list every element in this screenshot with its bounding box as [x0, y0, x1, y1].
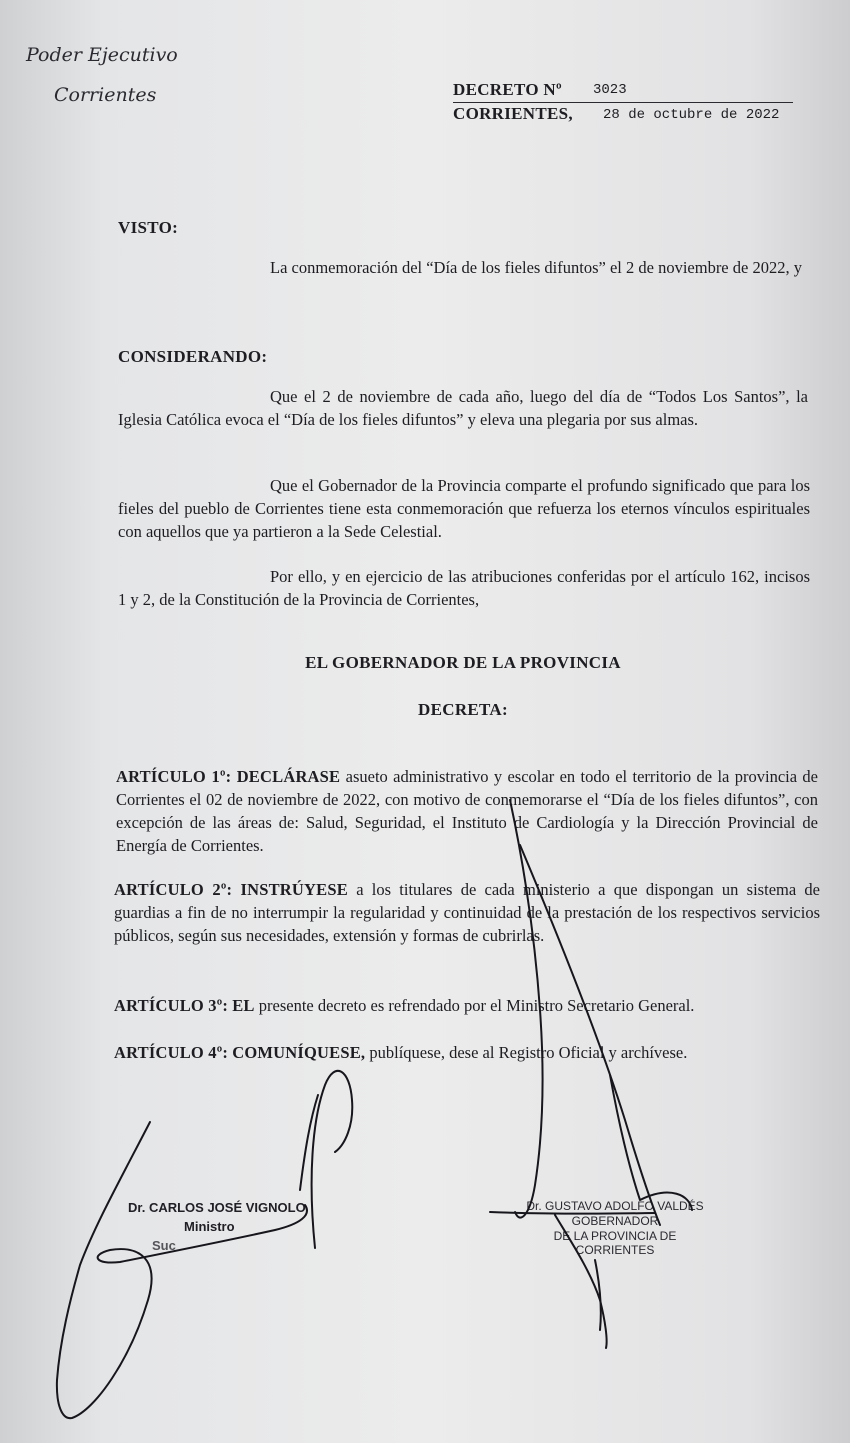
left-signer-name: Dr. CARLOS JOSÉ VIGNOLO: [128, 1200, 306, 1215]
article-3-text: presente decreto es refrendado por el Ministro Secretario General.: [258, 996, 695, 1015]
left-signer-title: Ministro: [184, 1219, 235, 1234]
article-3: [114, 994, 820, 1017]
article-4-lead: COMUNÍQUESE,: [232, 1043, 366, 1062]
article-1-text: asueto administrativo y escolar en todo el territorio de la provincia de Corrientes el 02 de noviembre de 2022, con motivo de conmemorarse el “Día de los fieles difuntos”, con excepción de las áreas de: Salud, Seguridad, el Instituto de Cardiología y la Dirección Provincial de Energía de Corrientes.: [116, 767, 818, 855]
decreta-heading: DECRETA:: [418, 700, 508, 719]
decree-header: [453, 80, 793, 128]
letterhead-line2: Corrientes: [54, 84, 157, 106]
right-signature-stamp: [520, 1199, 710, 1257]
visto-paragraph: [118, 256, 806, 279]
letterhead-line1: Poder Ejecutivo: [26, 44, 178, 66]
right-signer-subtitle: DE LA PROVINCIA DE CORRIENTES: [553, 1229, 677, 1257]
article-2-lead: INSTRÚYESE: [240, 880, 348, 899]
left-signature-stamp: [128, 1200, 306, 1253]
right-signer-name: Dr. GUSTAVO ADOLFO VALDÉS: [526, 1199, 704, 1213]
article-4-text: publíquese, dese al Registro Oficial y archívese.: [369, 1043, 688, 1062]
considerando-heading: CONSIDERANDO:: [118, 347, 268, 366]
left-signature-ink: [57, 1122, 307, 1418]
considerando-paragraph-1: Que el 2 de noviembre de cada año, luego del día de “Todos Los Santos”, la Iglesia Católica evoca el “Día de los fieles difuntos” y eleva una plegaria por sus almas.: [118, 387, 808, 429]
decree-number: 3023: [593, 82, 627, 98]
article-2-label: ARTÍCULO 2º:: [114, 880, 233, 899]
article-4-label: ARTÍCULO 4º:: [114, 1043, 229, 1062]
article-4: [114, 1041, 820, 1064]
visto-heading: VISTO:: [118, 218, 179, 237]
left-signer-subtitle: Suc: [152, 1238, 176, 1253]
article-2: [114, 878, 820, 947]
decree-place-label: CORRIENTES,: [453, 104, 573, 123]
article-1-lead: DECLÁRASE: [236, 767, 341, 786]
article-2-text: a los titulares de cada ministerio a que dispongan un sistema de guardias a fin de no interrumpir la regularidad y continuidad de la prestación de los respectivos servicios públicos, según sus necesidades, extensión y formas de cubrirlas.: [114, 880, 821, 945]
decree-date: 28 de octubre de 2022: [603, 107, 780, 123]
article-1-label: ARTÍCULO 1º:: [116, 767, 232, 786]
right-signer-title: GOBERNADOR: [571, 1214, 659, 1228]
visto-text: La conmemoración del “Día de los fieles difuntos” el 2 de noviembre de 2022, y: [270, 258, 802, 277]
authority-heading: EL GOBERNADOR DE LA PROVINCIA: [305, 653, 621, 672]
article-3-label: ARTÍCULO 3º:: [114, 996, 229, 1015]
article-3-lead: EL: [232, 996, 255, 1015]
considerando-paragraph-2: Que el Gobernador de la Provincia comparte el profundo significado que para los fieles del pueblo de Corrientes tiene esta conmemoración que refuerza los eternos vínculos espirituales con aquellos que ya partieron a la Sede Celestial.: [118, 476, 810, 541]
decree-number-label: DECRETO Nº: [453, 80, 562, 99]
article-1: [116, 765, 818, 857]
considerando-paragraph-3: Por ello, y en ejercicio de las atribuciones conferidas por el artículo 162, incisos 1 y 2, de la Constitución de la Provincia de Corrientes,: [118, 567, 810, 609]
